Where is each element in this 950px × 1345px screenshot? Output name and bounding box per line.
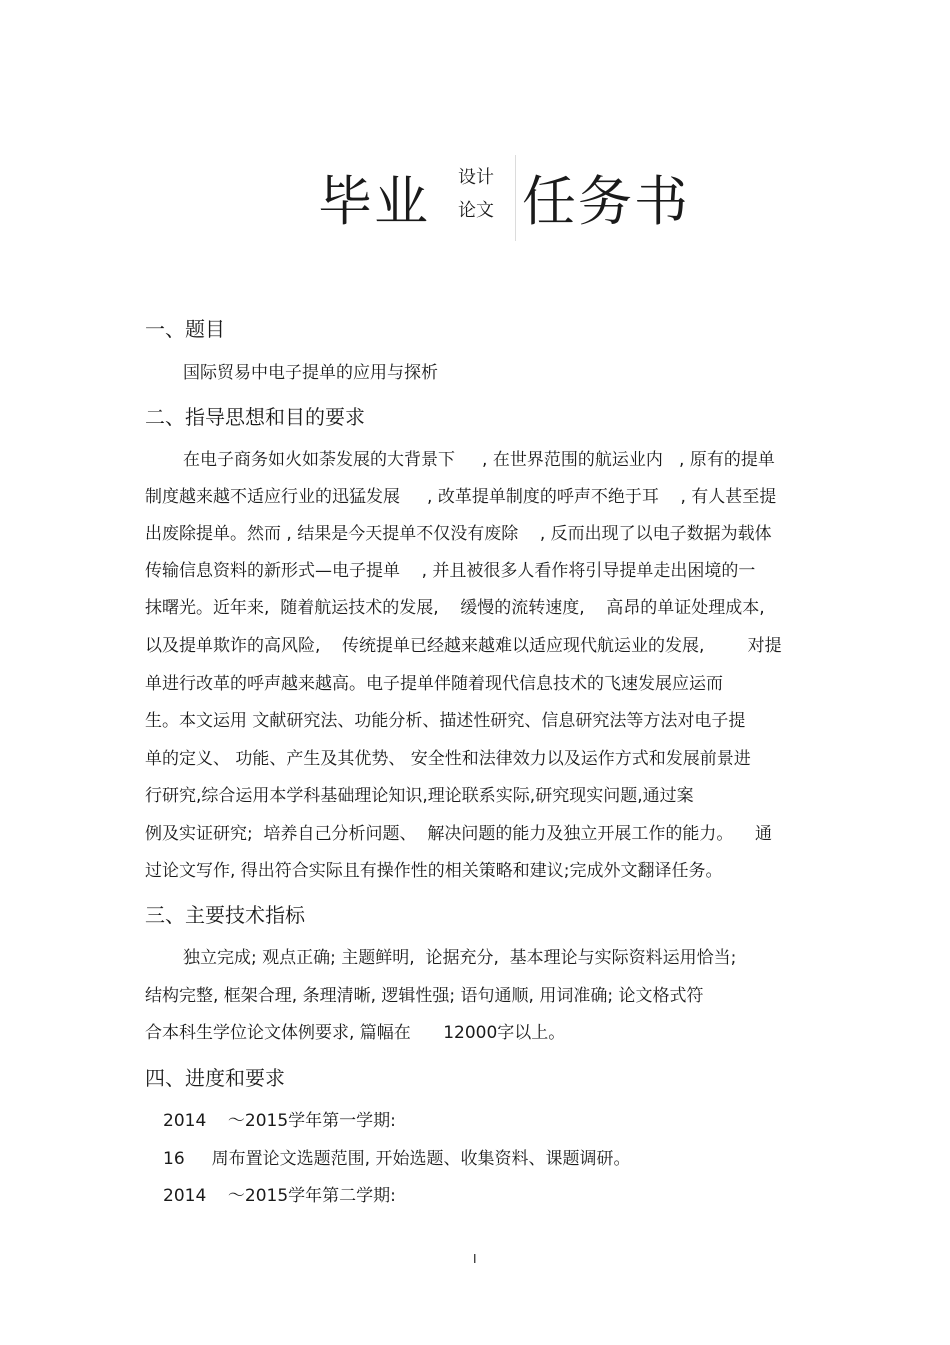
title-main-left: 毕业 xyxy=(318,170,430,233)
guidance-line: 生。本文运用 文献研究法、功能分析、描述性研究、信息研究法等方法对电子提 xyxy=(145,711,746,731)
schedule-line: 2014 ～2015学年第二学期: xyxy=(163,1186,396,1206)
indicators-line: 合本科生学位论文体例要求, 篇幅在 12000字以上。 xyxy=(145,1023,566,1043)
guidance-line: 制度越来越不适应行业的迅猛发展 , 改革提单制度的呼声不绝于耳 , 有人甚至提 xyxy=(145,487,777,507)
title-main-right: 任务书 xyxy=(522,170,690,233)
title-divider xyxy=(515,155,516,241)
schedule-line: 16 周布置论文选题范围, 开始选题、收集资料、课题调研。 xyxy=(163,1149,631,1169)
topic-text: 国际贸易中电子提单的应用与探析 xyxy=(183,363,438,383)
guidance-line: 出废除提单。然而 , 结果是今天提单不仅没有废除 , 反而出现了以电子数据为载体 xyxy=(145,524,772,544)
title-option-design: 设计 xyxy=(458,167,494,188)
title-option-thesis: 论文 xyxy=(458,200,494,221)
schedule-line: 2014 ～2015学年第一学期: xyxy=(163,1111,396,1131)
guidance-line: 单进行改革的呼声越来越高。电子提单伴随着现代信息技术的飞速发展应运而 xyxy=(145,674,723,694)
guidance-line: 例及实证研究; 培养自己分析问题、 解决问题的能力及独立开展工作的能力。 通 xyxy=(145,824,772,844)
page-number: I xyxy=(473,1252,477,1266)
guidance-line: 抹曙光。近年来, 随着航运技术的发展, 缓慢的流转速度, 高昂的单证处理成本, xyxy=(145,598,765,618)
section-heading-topic: 一、题目 xyxy=(145,317,225,341)
indicators-line: 结构完整, 框架合理, 条理清晰, 逻辑性强; 语句通顺, 用词准确; 论文格式符 xyxy=(145,986,704,1006)
guidance-line: 过论文写作, 得出符合实际且有操作性的相关策略和建议;完成外文翻译任务。 xyxy=(145,861,723,881)
guidance-line: 行研究,综合运用本学科基础理论知识,理论联系实际,研究现实问题,通过案 xyxy=(145,786,694,806)
section-heading-schedule: 四、进度和要求 xyxy=(145,1066,285,1090)
guidance-line: 传输信息资料的新形式—电子提单 , 并且被很多人看作将引导提单走出困境的一 xyxy=(145,561,756,581)
indicators-line: 独立完成; 观点正确; 主题鲜明, 论据充分, 基本理论与实际资料运用恰当; xyxy=(183,948,737,968)
guidance-line: 以及提单欺诈的高风险, 传统提单已经越来越难以适应现代航运业的发展, 对提 xyxy=(145,636,782,656)
section-heading-indicators: 三、主要技术指标 xyxy=(145,903,305,927)
guidance-line: 单的定义、 功能、产生及其优势、 安全性和法律效力以及运作方式和发展前景进 xyxy=(145,749,751,769)
section-heading-guidance: 二、指导思想和目的要求 xyxy=(145,405,365,429)
guidance-line: 在电子商务如火如荼发展的大背景下 , 在世界范围的航运业内 , 原有的提单 xyxy=(183,450,775,470)
